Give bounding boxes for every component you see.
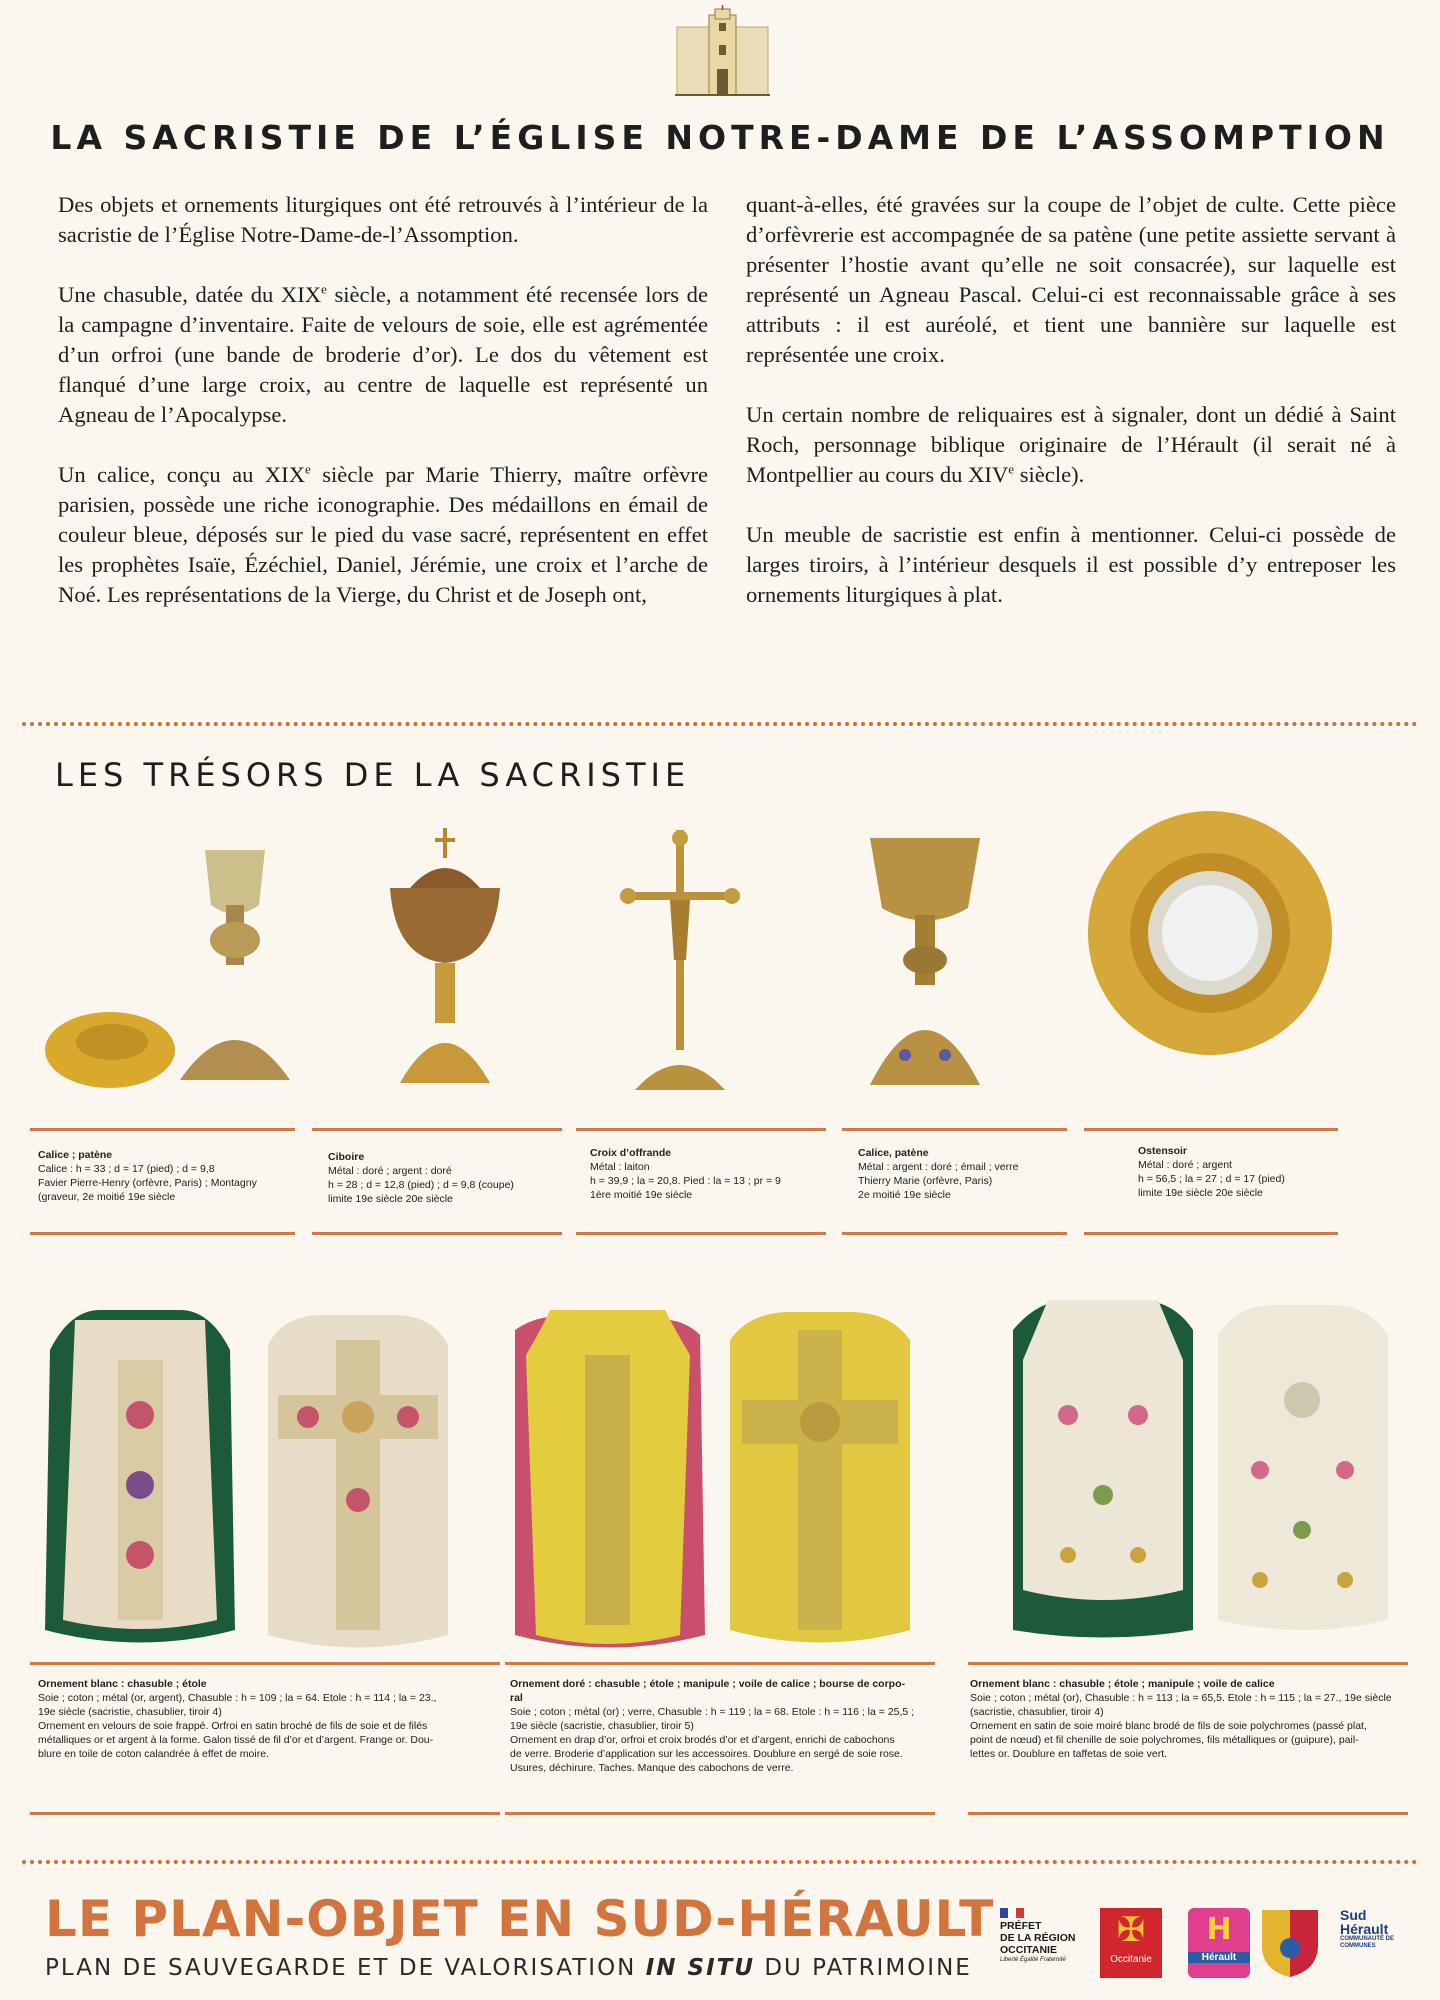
caption-rule — [30, 1812, 500, 1815]
white-embroidered-chasuble-front-image — [1008, 1285, 1198, 1640]
chalice-image — [860, 830, 990, 1095]
caption-rule — [968, 1662, 1408, 1665]
footer-divider — [22, 1860, 1418, 1864]
caption-rule — [312, 1128, 562, 1131]
caption-rule — [842, 1128, 1067, 1131]
footer-title: LE PLAN-OBJET EN SUD-HÉRAULT — [45, 1890, 995, 1948]
caption-rule — [312, 1232, 562, 1235]
ciborium-image — [380, 828, 510, 1093]
intro-paragraph-2: Une chasuble, datée du XIXe siècle, a notamment été recensée lors de la campagne d’inventaire. Faite de velours de soie, elle est agrémentée d’un orfroi (une bande de broderie d’or). Le dos du vêtement est flanqué d’une large croix, au centre de laquelle est représenté un Agneau de l’Apocalypse. — [58, 281, 708, 427]
white-embroidered-chasuble-back-image — [1210, 1290, 1395, 1640]
intro-paragraph-5: Un certain nombre de reliquaires est à signaler, dont un dédié à Saint Roch, personnage biblique originaire de l’Hérault (il serait né à Montpellier au cours du XIVe siècle). — [746, 402, 1396, 487]
church-icon — [675, 5, 770, 97]
caption-offering-cross: Croix d’offrande Métal : laiton h = 39,9 ; la = 20,8. Pied : la = 13 ; pr = 9 1ère moitié 19e siècle — [590, 1147, 781, 1201]
caption-gold-vestment: Ornement doré : chasuble ; étole ; manipule ; voile de calice ; bourse de corpo- ral Soie ; coton ; métal (or) ; verre, Chasuble : h = 119 ; la = 68. Etole : h = 116 ; la = 25,5 ; 19e siècle (sacristie, chasublier, tiroir 5) Ornement en drap d’or, orfroi et croix brodés d’or et d’argent, enrichi de cabochons de verre. Broderie d’application sur les accessoires. Doublure en sergé de soie rose. Usures, déchirure. Taches. Manque des cabochons de verre. — [510, 1678, 915, 1774]
intro-paragraph-1: Des objets et ornements liturgiques ont été retrouvés à l’intérieur de la sacristie de l’Église Notre-Dame-de-l’Assomption. — [58, 192, 708, 247]
monstrance-image — [1085, 808, 1335, 1058]
divider — [22, 722, 1418, 726]
offering-cross-image — [620, 830, 740, 1095]
caption-rule — [576, 1128, 826, 1131]
section-title: LES TRÉSORS DE LA SACRISTIE — [55, 756, 691, 794]
caption-rule — [842, 1232, 1067, 1235]
herault-departement-logo: H Hérault — [1188, 1908, 1250, 1978]
prefet-occitanie-logo: PRÉFET DE LA RÉGION OCCITANIE Liberté Égalité Fraternité — [1000, 1908, 1090, 1964]
gold-chasuble-front-image — [510, 1300, 705, 1655]
intro-paragraph-3: Un calice, conçu au XIXe siècle par Marie Thierry, maître orfèvre parisien, possède une riche iconographie. Des médaillons en émail de couleur bleue, déposés sur le pied du vase sacré, représentent en effet les prophètes Isaïe, Ézéchiel, Daniel, Jérémie, une croix et l’arche de Noé. Les représentations de la Vierge, du Christ et de Joseph ont, — [58, 461, 708, 607]
occitan-cross-icon: ✠ — [1116, 1912, 1146, 1949]
intro-paragraph-4: quant-à-elles, été gravées sur la coupe de l’objet de culte. Cette pièce d’orfèvrerie est accompagnée de sa patène (une petite assiette servant à présenter l’hostie avant qu’elle ne soit consacrée), sur laquelle est représenté un Agneau Pascal. Celui-ci est reconnaissable grâce à ses attributs : il est auréolé, et tient une bannière sur laquelle est représentée une croix. — [746, 192, 1396, 367]
caption-rule — [968, 1812, 1408, 1815]
white-chasuble-front-image — [40, 1300, 240, 1655]
flag-icon — [1000, 1908, 1024, 1918]
coat-of-arms-icon — [1260, 1908, 1320, 1978]
caption-rule — [1084, 1128, 1338, 1131]
caption-rule — [576, 1232, 826, 1235]
h-letter-icon: H — [1206, 1912, 1232, 1947]
intro-paragraph-6: Un meuble de sacristie est enfin à mentionner. Celui-ci possède de larges tiroirs, à l’intérieur desquels il est possible d’y entreposer les ornements liturgiques à plat. — [746, 522, 1396, 607]
caption-rule — [30, 1128, 295, 1131]
caption-rule — [505, 1812, 935, 1815]
region-occitanie-logo: ✠ Occitanie — [1100, 1908, 1162, 1978]
caption-chalice-paten: Calice ; patène Calice : h = 33 ; d = 17 (pied) ; d = 9,8 Favier Pierre-Henry (orfèvre, Paris) ; Montagny (graveur, 2e moitié 19e siècle — [38, 1149, 257, 1203]
gold-chasuble-back-image — [722, 1300, 917, 1655]
white-chasuble-back-image — [258, 1300, 458, 1655]
footer-subtitle: PLAN DE SAUVEGARDE ET DE VALORISATION IN SITU DU PATRIMOINE — [45, 1955, 972, 1981]
caption-rule — [30, 1232, 295, 1235]
caption-rule — [505, 1662, 935, 1665]
caption-white-embroidered-vestment: Ornement blanc : chasuble ; étole ; manipule ; voile de calice Soie ; coton ; métal (or), Chasuble : h = 113 ; la = 65,5. Etole : h = 115 ; la = 27., 19e siècle (sacristie, chasublier, tiroir 4) Ornement en satin de soie moiré blanc brodé de fils de soie polychromes (passé plat, point de nœud) et fil chenille de soie polychromes, fils métalliques or (guipure), pail- lettes or. Doublure en taffetas de soie vert. — [970, 1678, 1392, 1760]
caption-ciborium: Ciboire Métal : doré ; argent : doré h = 28 ; d = 12,8 (pied) ; d = 9,8 (coupe) limite 19e siècle 20e siècle — [328, 1151, 514, 1205]
caption-monstrance: Ostensoir Métal : doré ; argent h = 56,5 ; la = 27 ; d = 17 (pied) limite 19e siècle 20e siècle — [1138, 1145, 1285, 1199]
sud-herault-logo: Sud Hérault COMMUNAUTÉ DE COMMUNES — [1340, 1907, 1394, 1949]
caption-rule — [1084, 1232, 1338, 1235]
caption-white-vestment: Ornement blanc : chasuble ; étole Soie ; coton ; métal (or, argent), Chasuble : h = 109 ; la = 64. Etole : h = 114 ; la = 23., 19e siècle (sacristie, chasublier, tiroir 4) Ornement en velours de soie frappé. Orfroi en satin broché de fils de soie et de filés métalliques or et argent à la forme. Galon tissé de fil d’or et d’argent. Frange or. Dou- blure en toile de coton calandrée à effet de moire. — [38, 1678, 437, 1760]
intro-left-column — [58, 190, 708, 640]
page-title: LA SACRISTIE DE L’ÉGLISE NOTRE-DAME DE L’ASSOMPTION — [50, 118, 1390, 157]
caption-rule — [30, 1662, 500, 1665]
caption-chalice: Calice, patène Métal : argent : doré ; émail ; verre Thierry Marie (orfèvre, Paris) 2e moitié 19e siècle — [858, 1147, 1019, 1201]
chalice-paten-image — [40, 830, 300, 1095]
intro-right-column — [746, 190, 1396, 640]
